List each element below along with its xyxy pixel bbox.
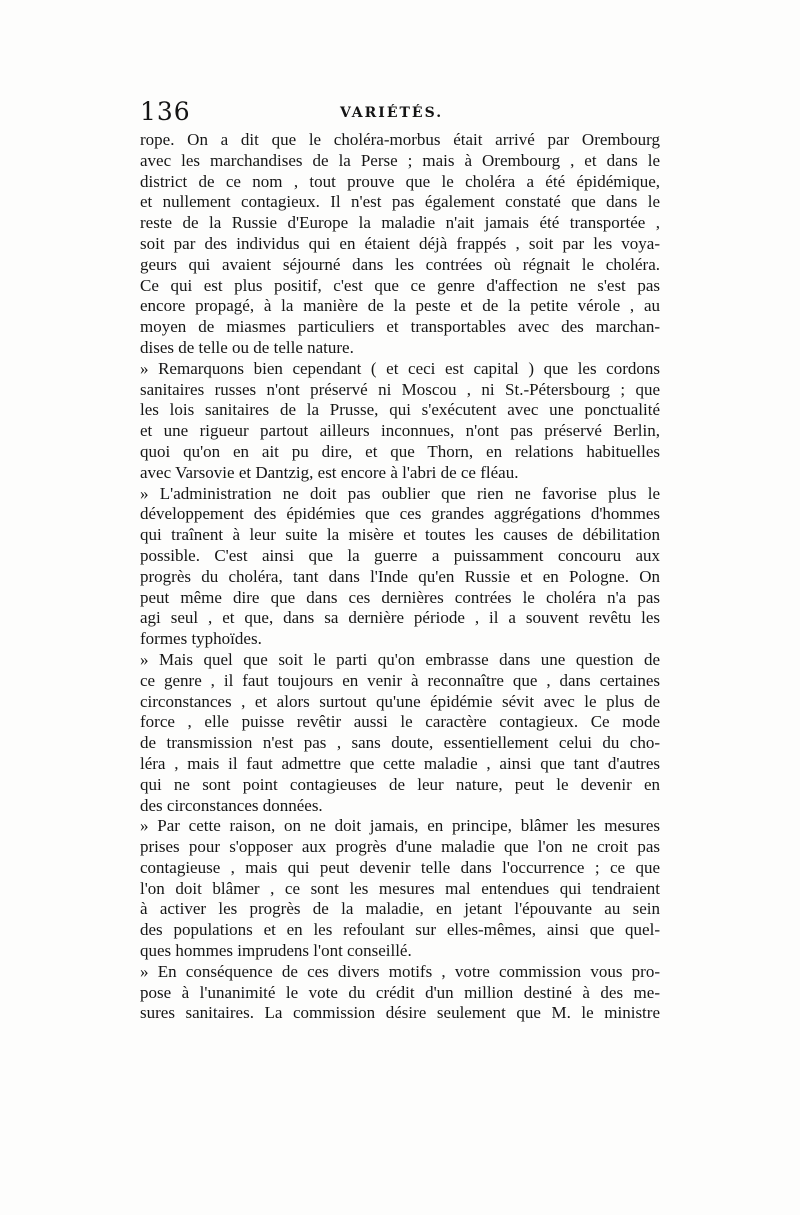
text-line: encore propagé, à la manière de la peste et de la petite vérole , au [140,296,660,316]
text-line: l'on doit blâmer , ce sont les mesures mal entendues qui tendraient [140,878,660,898]
text-line: sanitaires russes n'ont préservé ni Moscou , ni St.-Pétersbourg ; que [140,379,660,399]
paragraph-4 [140,650,660,816]
text-line: agi seul , et que, dans sa dernière période , il a souvent revêtu les [140,608,660,628]
page-header [140,97,660,127]
text-line: dises de telle ou de telle nature. [140,337,354,357]
text-line: » Remarquons bien cependant ( et ceci est capital ) que les cordons [140,358,660,378]
paragraph-6 [140,962,660,1024]
text-line: ques hommes imprudens l'ont conseillé. [140,941,412,961]
text-line: force , elle puisse revêtir aussi le caractère contagieux. Ce mode [140,712,660,732]
text-line: Ce qui est plus positif, c'est que ce genre d'affection ne s'est pas [140,275,660,295]
text-line: avec les marchandises de la Perse ; mais à Orembourg , et dans le [140,150,660,170]
text-line: contagieuse , mais qui peut devenir telle dans l'occurrence ; ce que [140,857,660,877]
text-line: quoi qu'on en ait pu dire, et que Thorn, en relations habituelles [140,441,660,461]
text-line: » L'administration ne doit pas oublier que rien ne favorise plus le [140,483,660,503]
paragraph-2 [140,359,660,484]
text-line: geurs qui avaient séjourné dans les contrées où régnait le choléra. [140,254,660,274]
text-line: les lois sanitaires de la Prusse, qui s'exécutent avec une ponctualité [140,400,660,420]
text-line: des circonstances données. [140,795,323,815]
text-line: rope. On a dit que le choléra-morbus était arrivé par Orembourg [140,130,660,149]
text-line: pose à l'unanimité le vote du crédit d'un million destiné à des me- [140,982,660,1002]
text-line: léra , mais il faut admettre que cette maladie , ainsi que tant d'autres [140,753,660,773]
text-line: » Mais quel que soit le parti qu'on embrasse dans une question de [140,649,660,669]
text-line: peut même dire que dans ces dernières contrées le choléra n'a pas [140,587,660,607]
text-line: moyen de miasmes particuliers et transportables avec des marchan- [140,317,660,337]
paragraph-3 [140,484,660,650]
text-line: à activer les progrès de la maladie, en jetant l'épouvante au sein [140,899,660,919]
body-text [140,130,660,1024]
paragraph-5 [140,816,660,962]
text-line: et une rigueur partout ailleurs inconnues, n'ont pas préservé Berlin, [140,421,660,441]
text-line: développement des épidémies que ces grandes aggrégations d'hommes [140,504,660,524]
text-line: ce genre , il faut toujours en venir à reconnaître que , dans certaines [140,670,660,690]
text-line: district de ce nom , tout prouve que le choléra a été épidémique, [140,171,660,191]
text-line: de transmission n'est pas , sans doute, essentiellement celui du cho- [140,733,660,753]
text-line: prises pour s'opposer aux progrès d'une maladie que l'on ne croit pas [140,837,660,857]
text-line: avec Varsovie et Dantzig, est encore à l'abri de ce fléau. [140,462,519,482]
text-line: formes typhoïdes. [140,629,262,649]
paragraph-1 [140,130,660,359]
text-line: et nullement contagieux. Il n'est pas également constaté que dans le [140,192,660,212]
text-line: des populations et en les refoulant sur elles-mêmes, ainsi que quel- [140,920,660,940]
text-line: soit par des individus qui en étaient déjà frappés , soit par les voya- [140,233,660,253]
text-line: qui ne sont point contagieuses de leur nature, peut le devenir en [140,774,660,794]
text-line: » En conséquence de ces divers motifs , votre commission vous pro- [140,961,660,981]
text-line: » Par cette raison, on ne doit jamais, en principe, blâmer les mesures [140,816,660,836]
running-head: VARIÉTÉS. [340,105,444,121]
text-line: possible. C'est ainsi que la guerre a puissamment concouru aux [140,545,660,565]
text-line: sures sanitaires. La commission désire seulement que M. le ministre [140,1003,660,1023]
page-number: 136 [140,97,191,126]
text-line: circonstances , et alors surtout qu'une épidémie sévit avec le plus de [140,691,660,711]
text-line: reste de la Russie d'Europe la maladie n'ait jamais été transportée , [140,213,660,233]
text-line: qui traînent à leur suite la misère et toutes les causes de débilitation [140,525,660,545]
text-line: progrès du choléra, tant dans l'Inde qu'en Russie et en Pologne. On [140,566,660,586]
